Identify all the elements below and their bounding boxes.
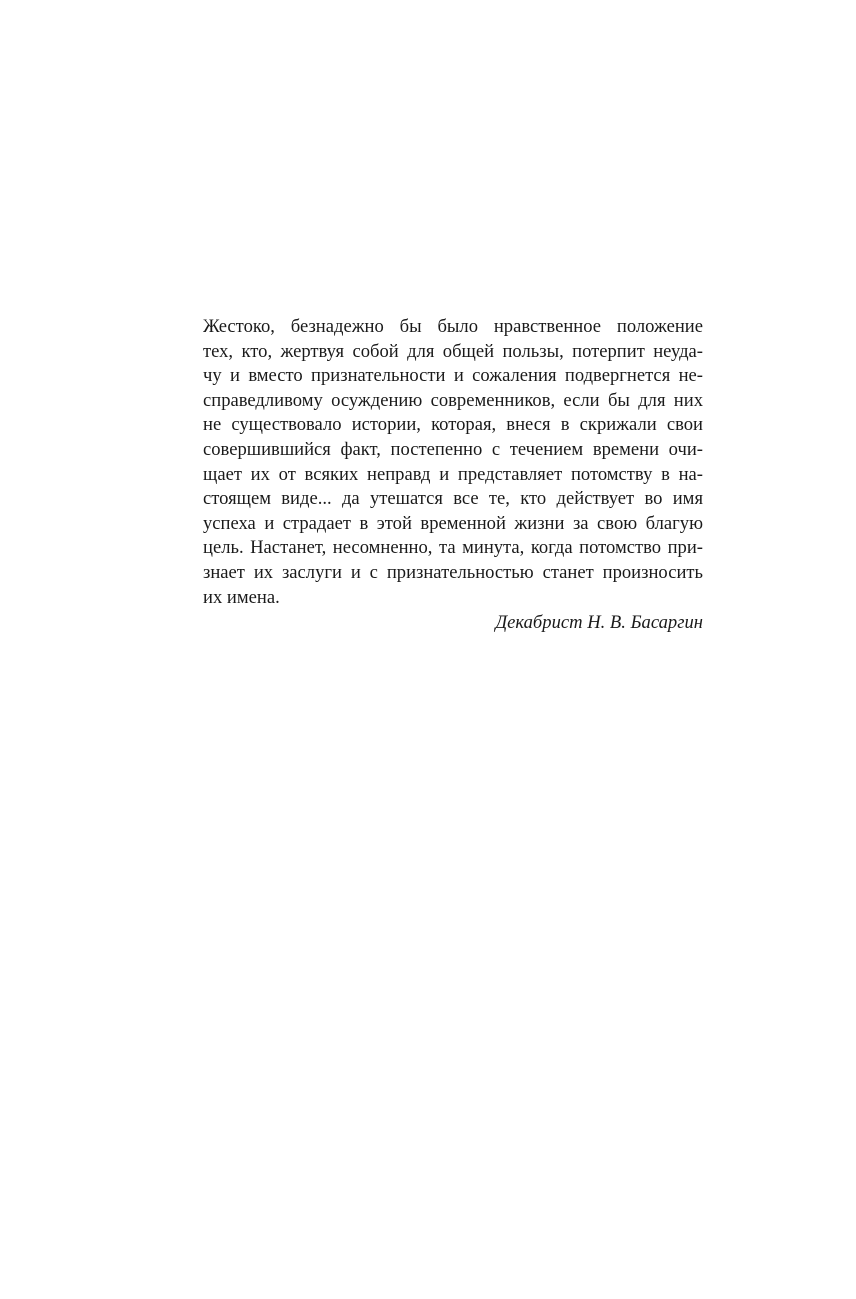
epigraph-line: тех, кто, жертвуя собой для общей пользы, потерпит неуда- (203, 340, 703, 362)
epigraph-line: не существовало истории, которая, внеся в скрижали свои (203, 414, 703, 436)
epigraph-line: успеха и страдает в этой временной жизни за свою благую (203, 512, 703, 534)
epigraph-line: цель. Настанет, несомненно, та минута, когда потомство при- (203, 537, 703, 559)
epigraph-line: их имена. (203, 586, 280, 608)
epigraph-block (203, 315, 703, 636)
epigraph-line: щает их от всяких неправд и представляет потомству в на- (203, 463, 703, 485)
epigraph-attribution: Декабрист Н. В. Басаргин (495, 612, 703, 634)
epigraph-line: знает их заслуги и с признательностью станет произносить (203, 561, 703, 583)
epigraph-line: справедливому осуждению современников, если бы для них (203, 389, 703, 411)
epigraph-line: совершившийся факт, постепенно с течением времени очи- (203, 438, 703, 460)
epigraph-line: чу и вместо признательности и сожаления подвергнется не- (203, 365, 703, 387)
epigraph-line: Жестоко, безнадежно бы было нравственное положение (203, 316, 703, 337)
epigraph-line: стоящем виде... да утешатся все те, кто действует во имя (203, 488, 703, 510)
